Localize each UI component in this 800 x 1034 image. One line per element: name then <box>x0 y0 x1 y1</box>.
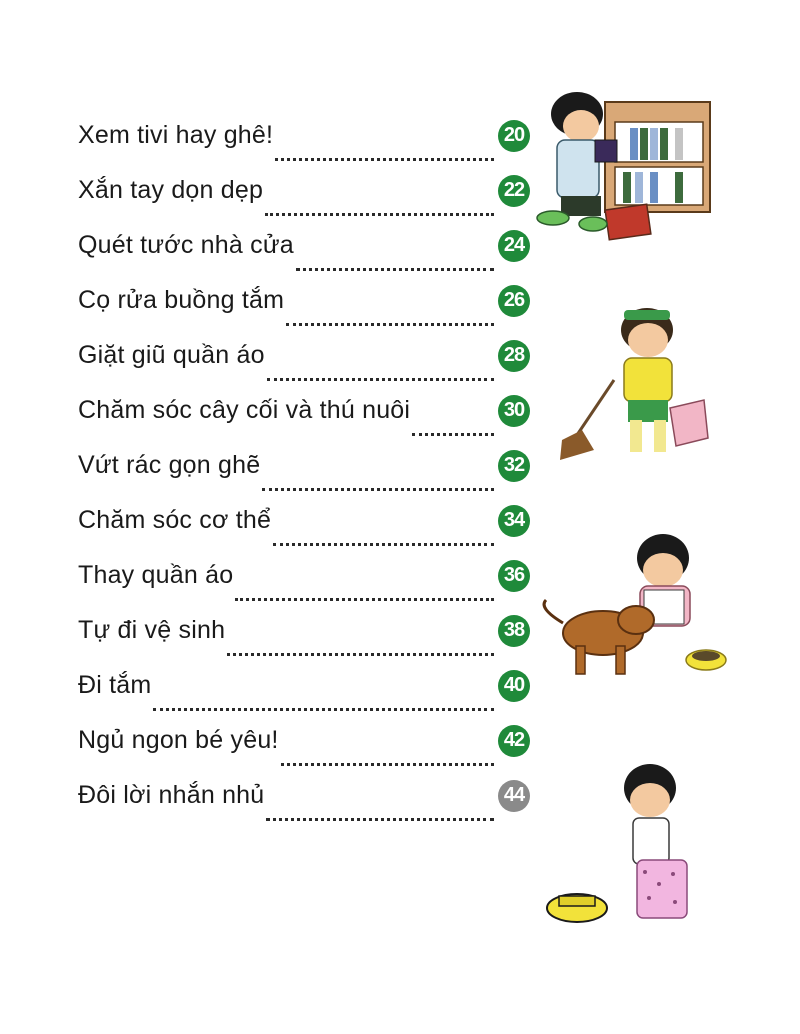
toc-leader-dots <box>153 692 494 711</box>
toc-entry-title: Quét tước nhà cửa <box>78 231 294 259</box>
toc-leader-dots <box>235 582 494 601</box>
toc-leader-dots <box>265 197 494 216</box>
page-number-badge: 34 <box>498 505 530 537</box>
toc-leader-dots <box>273 527 494 546</box>
page-number-badge: 44 <box>498 780 530 812</box>
page-number-badge: 24 <box>498 230 530 262</box>
toc-leader-dots <box>266 802 494 821</box>
toc-leader-dots <box>275 142 494 161</box>
toc-leader-dots <box>296 252 494 271</box>
page-number-badge: 22 <box>498 175 530 207</box>
toc-entry-title: Xắn tay dọn dẹp <box>78 176 264 204</box>
toc-entry[interactable] <box>78 658 530 713</box>
page-number-badge: 40 <box>498 670 530 702</box>
toc-entry-title: Giặt giũ quần áo <box>78 341 265 369</box>
toc-entry[interactable] <box>78 218 530 273</box>
page-number-badge: 30 <box>498 395 530 427</box>
toc-entry[interactable] <box>78 383 530 438</box>
toc-entry[interactable] <box>78 273 530 328</box>
toc-entry-title: Đi tắm <box>78 671 152 699</box>
girl-sweeping-illustration <box>552 300 717 472</box>
toc-entry[interactable] <box>78 493 530 548</box>
toc-leader-dots <box>281 747 494 766</box>
page-number-badge: 38 <box>498 615 530 647</box>
toc-entry-title: Tự đi vệ sinh <box>78 616 226 644</box>
toc-leader-dots <box>286 307 494 326</box>
boy-bookshelf-illustration <box>535 92 720 252</box>
toc-entry-title: Xem tivi hay ghê! <box>78 121 274 149</box>
toc-entry[interactable] <box>78 603 530 658</box>
page-number-badge: 36 <box>498 560 530 592</box>
toc-entry-title: Vứt rác gọn ghẽ <box>78 451 261 479</box>
page-number-badge: 28 <box>498 340 530 372</box>
toc-leader-dots <box>262 472 494 491</box>
page-number-badge: 42 <box>498 725 530 757</box>
toc-entry-title: Cọ rửa buồng tắm <box>78 286 285 314</box>
toc-entry[interactable] <box>78 713 530 768</box>
toc-entry-title: Đôi lời nhắn nhủ <box>78 781 265 809</box>
toc-leader-dots <box>267 362 494 381</box>
toc-leader-dots <box>412 417 494 436</box>
toc-entry-title: Thay quần áo <box>78 561 234 589</box>
toc-entry[interactable] <box>78 163 530 218</box>
toc-entry-title: Chăm sóc cây cối và thú nuôi <box>78 396 411 424</box>
toc-entry-title: Ngủ ngon bé yêu! <box>78 726 279 754</box>
toc-leader-dots <box>227 637 494 656</box>
toc-entry[interactable] <box>78 768 530 823</box>
toc-entry[interactable] <box>78 328 530 383</box>
girl-feeding-dog-illustration <box>528 528 728 688</box>
page-number-badge: 32 <box>498 450 530 482</box>
toc-entry-title: Chăm sóc cơ thể <box>78 506 272 534</box>
toc-entry[interactable] <box>78 548 530 603</box>
toc-entry[interactable] <box>78 108 530 163</box>
toc-entry[interactable] <box>78 438 530 493</box>
table-of-contents <box>78 108 530 823</box>
page-number-badge: 20 <box>498 120 530 152</box>
page-number-badge: 26 <box>498 285 530 317</box>
girl-changing-clothes-illustration <box>545 760 715 930</box>
